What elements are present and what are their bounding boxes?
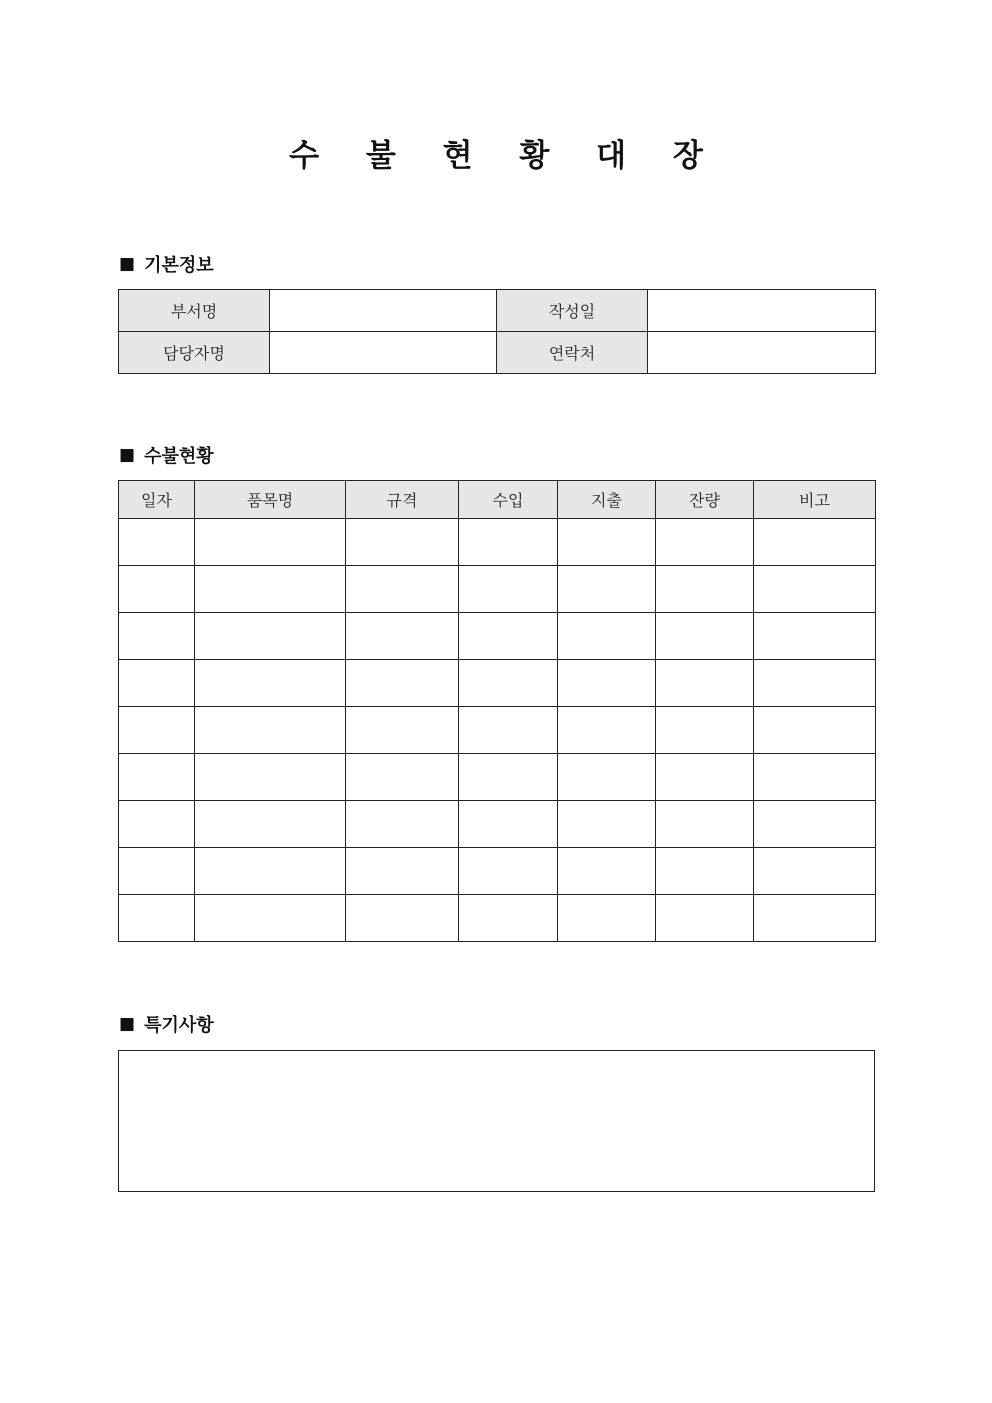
table-cell[interactable] [558,754,656,801]
table-row [119,613,876,660]
table-cell[interactable] [558,848,656,895]
column-header: 품목명 [195,481,346,519]
table-cell[interactable] [346,613,459,660]
table-cell[interactable] [195,754,346,801]
ledger-body [119,519,876,942]
table-cell[interactable] [656,848,754,895]
table-cell[interactable] [656,660,754,707]
basic-info-table [118,289,876,374]
table-cell[interactable] [459,566,558,613]
field-value[interactable] [648,290,876,332]
table-cell[interactable] [346,801,459,848]
remarks-heading-text: 특기사항 [144,1015,214,1036]
table-cell[interactable] [119,660,195,707]
square-bullet-icon: ■ [119,254,136,274]
table-cell[interactable] [459,754,558,801]
column-header: 규격 [346,481,459,519]
table-row [119,895,876,942]
table-cell[interactable] [195,566,346,613]
basic-info-body [119,290,876,374]
table-cell[interactable] [119,519,195,566]
table-cell[interactable] [119,801,195,848]
document-title: 수 불 현 황 대 장 [289,138,721,174]
table-row [119,848,876,895]
table-cell[interactable] [346,848,459,895]
table-cell[interactable] [558,660,656,707]
table-row [119,519,876,566]
table-cell[interactable] [195,660,346,707]
field-label: 부서명 [119,290,270,332]
table-cell[interactable] [195,801,346,848]
column-header: 비고 [754,481,876,519]
ledger-table [118,480,876,942]
table-cell[interactable] [119,613,195,660]
table-cell[interactable] [346,707,459,754]
basic-info-row [119,332,876,374]
table-cell[interactable] [119,707,195,754]
column-header: 일자 [119,481,195,519]
table-cell[interactable] [558,801,656,848]
field-value[interactable] [648,332,876,374]
table-cell[interactable] [459,895,558,942]
basic-info-heading-text: 기본정보 [144,255,214,276]
table-cell[interactable] [754,519,876,566]
table-cell[interactable] [656,895,754,942]
table-cell[interactable] [558,613,656,660]
square-bullet-icon: ■ [119,445,136,465]
table-cell[interactable] [346,660,459,707]
table-cell[interactable] [195,707,346,754]
table-cell[interactable] [754,566,876,613]
field-label: 담당자명 [119,332,270,374]
table-cell[interactable] [656,754,754,801]
table-cell[interactable] [656,613,754,660]
column-header: 수입 [459,481,558,519]
table-cell[interactable] [558,566,656,613]
table-cell[interactable] [119,566,195,613]
field-label: 연락처 [497,332,648,374]
table-cell[interactable] [754,801,876,848]
table-cell[interactable] [459,707,558,754]
table-cell[interactable] [754,848,876,895]
basic-info-heading [119,252,214,276]
table-cell[interactable] [754,754,876,801]
table-cell[interactable] [558,707,656,754]
column-header: 지출 [558,481,656,519]
table-cell[interactable] [656,801,754,848]
ledger-header [119,481,876,519]
table-cell[interactable] [346,754,459,801]
square-bullet-icon: ■ [119,1014,136,1034]
remarks-heading [119,1012,214,1036]
table-cell[interactable] [754,707,876,754]
field-label: 작성일 [497,290,648,332]
table-cell[interactable] [119,895,195,942]
table-cell[interactable] [459,613,558,660]
table-row [119,707,876,754]
table-cell[interactable] [558,519,656,566]
ledger-heading-text: 수불현황 [144,446,214,467]
field-value[interactable] [270,332,497,374]
column-header: 잔량 [656,481,754,519]
table-cell[interactable] [346,895,459,942]
table-cell[interactable] [656,519,754,566]
table-cell[interactable] [459,519,558,566]
table-cell[interactable] [656,566,754,613]
table-cell[interactable] [195,613,346,660]
table-cell[interactable] [195,848,346,895]
table-cell[interactable] [195,519,346,566]
table-cell[interactable] [754,660,876,707]
table-cell[interactable] [119,754,195,801]
table-cell[interactable] [195,895,346,942]
table-cell[interactable] [558,895,656,942]
table-cell[interactable] [656,707,754,754]
table-cell[interactable] [754,613,876,660]
table-cell[interactable] [459,660,558,707]
field-value[interactable] [270,290,497,332]
ledger-heading [119,443,214,467]
table-row [119,660,876,707]
ledger-header-row [119,481,876,519]
table-cell[interactable] [119,848,195,895]
table-row [119,566,876,613]
table-cell[interactable] [346,519,459,566]
table-cell[interactable] [459,848,558,895]
table-row [119,754,876,801]
table-cell[interactable] [459,801,558,848]
table-cell[interactable] [754,895,876,942]
table-cell[interactable] [346,566,459,613]
remarks-box[interactable] [118,1050,875,1192]
basic-info-row [119,290,876,332]
table-row [119,801,876,848]
